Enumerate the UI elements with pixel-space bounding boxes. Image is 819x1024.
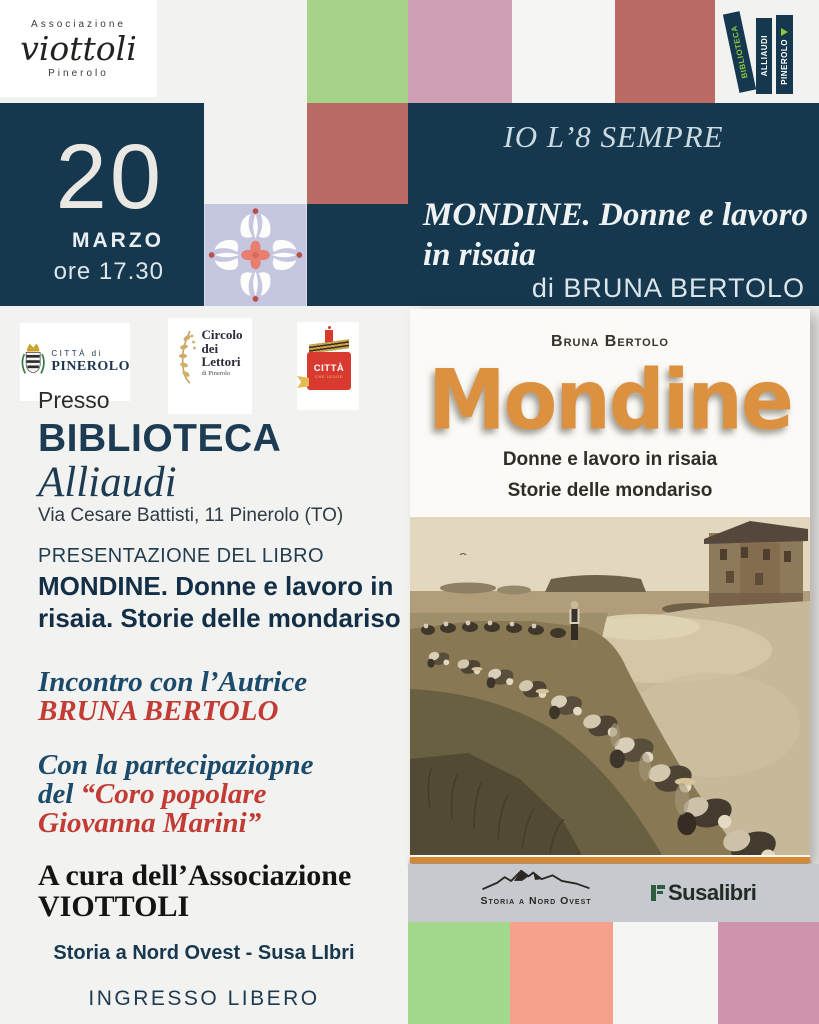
stripe-mauve-bottom (718, 922, 819, 1024)
pinerolo-label-small: CITTÀ di (51, 348, 103, 358)
curated-by-line2: VIOTTOLI (38, 890, 190, 923)
susalibri-label: Susalibri (668, 880, 757, 905)
wheat-ornament-icon (178, 328, 198, 386)
association-word: Associazione (31, 18, 126, 30)
stripe-darkred-top (615, 0, 715, 103)
book-spine-icon (723, 11, 756, 93)
susalibri-logo (650, 880, 756, 906)
cover-subtitle-2: Storie delle mondariso (507, 480, 713, 501)
venue-name: BIBLIOTECA (38, 417, 282, 460)
spine-label: ALLIAUDI (759, 35, 769, 77)
play-triangle-icon (781, 28, 788, 36)
venue-subname: Alliaudi (38, 459, 177, 506)
curated-by-line1: A cura dell’Associazione (38, 859, 352, 892)
book-spine-icon (776, 15, 793, 94)
stripe-darkred-mid (307, 103, 408, 204)
mountain-ridge-icon (476, 868, 596, 892)
admission-line: INGRESSO LIBERO (88, 987, 320, 1010)
event-month: MARZO (72, 228, 164, 252)
venue-presso: Presso (38, 387, 110, 413)
stripe-white-top (512, 0, 615, 103)
headline-byline: di BRUNA BERTOLO (531, 273, 805, 303)
rice-field-photo (410, 517, 810, 855)
tower-dot (328, 326, 331, 329)
viottoli-association-logo (0, 0, 157, 97)
red-book-icon (307, 352, 351, 390)
stripe-green-top (307, 0, 408, 103)
pinerolo-label-big: PINEROLO (51, 358, 130, 374)
book-title-text: MONDINE. Donne e lavoro in risaia. Storie delle mondariso (38, 571, 401, 633)
orange-rule (410, 857, 810, 863)
citta-che-legge-logo (297, 322, 359, 410)
stripe-green-bottom (408, 922, 510, 1024)
tile-flower-icon (204, 204, 307, 306)
cover-author: Bruna Bertolo (551, 333, 669, 350)
legge-label-1: CITTÀ (313, 363, 345, 374)
event-type-label: PRESENTAZIONE DEL LIBRO (38, 545, 324, 567)
headline-panel (408, 103, 819, 306)
author-name: BRUNA BERTOLO (38, 695, 279, 727)
stripe-white-bottom (613, 922, 718, 1024)
choir-name-1: “Coro popolare (80, 778, 267, 810)
headline-line2: in risaia (423, 237, 536, 273)
spine-label: PINEROLO (780, 39, 789, 85)
pinerolo-crest-icon (20, 340, 46, 384)
cover-subtitle-1: Donne e lavoro in risaia (502, 449, 718, 470)
partners-line: Storia a Nord Ovest - Susa LIbri (53, 942, 355, 964)
storia-nord-ovest-label: Storia a Nord Ovest (480, 895, 592, 907)
stripe-mauve-top (408, 0, 512, 103)
circolo-label-3: Lettori (201, 354, 241, 370)
storia-nord-ovest-logo (470, 868, 602, 907)
circolo-label-4: di Pinerolo (201, 369, 231, 377)
book-cover-photo-area (408, 306, 819, 922)
series-kicker: IO L’8 SEMPRE (503, 119, 724, 154)
susalibri-book-icon (650, 882, 666, 904)
book-cover (410, 309, 810, 864)
headline-book-title (423, 195, 808, 275)
choir-name-2: Giovanna Marini” (38, 807, 262, 839)
teal-block (307, 204, 408, 306)
legge-label-2: CHE LEGGE (315, 374, 343, 379)
event-day: 20 (55, 126, 164, 228)
participation-line1: Con la partecipaziopne (38, 749, 314, 781)
event-date-box (0, 103, 204, 306)
cover-title: Mondine (428, 353, 792, 449)
stripe-salmon-bottom (510, 922, 613, 1024)
meet-author-line: Incontro con l’Autrice (38, 666, 308, 698)
circolo-label-2: dei (201, 340, 219, 356)
participation-del: del (38, 778, 74, 810)
floral-tile-ornament (204, 204, 307, 306)
spine-label: BIBLIOTECA (729, 24, 750, 80)
venue-address: Via Cesare Battisti, 11 Pinerolo (TO) (38, 505, 344, 526)
publisher-strip (408, 864, 819, 922)
event-time: ore 17.30 (53, 257, 164, 285)
circolo-dei-lettori-logo (168, 318, 252, 414)
association-city: Pinerolo (48, 67, 109, 79)
biblioteca-alliaudi-logo (729, 6, 815, 100)
bookmark-ribbon-icon (297, 376, 309, 388)
circolo-label-1: Circolo (201, 327, 243, 342)
headline-line1: MONDINE. Donne e lavoro (423, 197, 809, 233)
viottoli-script-wordmark: viottoli (20, 28, 137, 68)
book-spine-icon (756, 18, 772, 94)
